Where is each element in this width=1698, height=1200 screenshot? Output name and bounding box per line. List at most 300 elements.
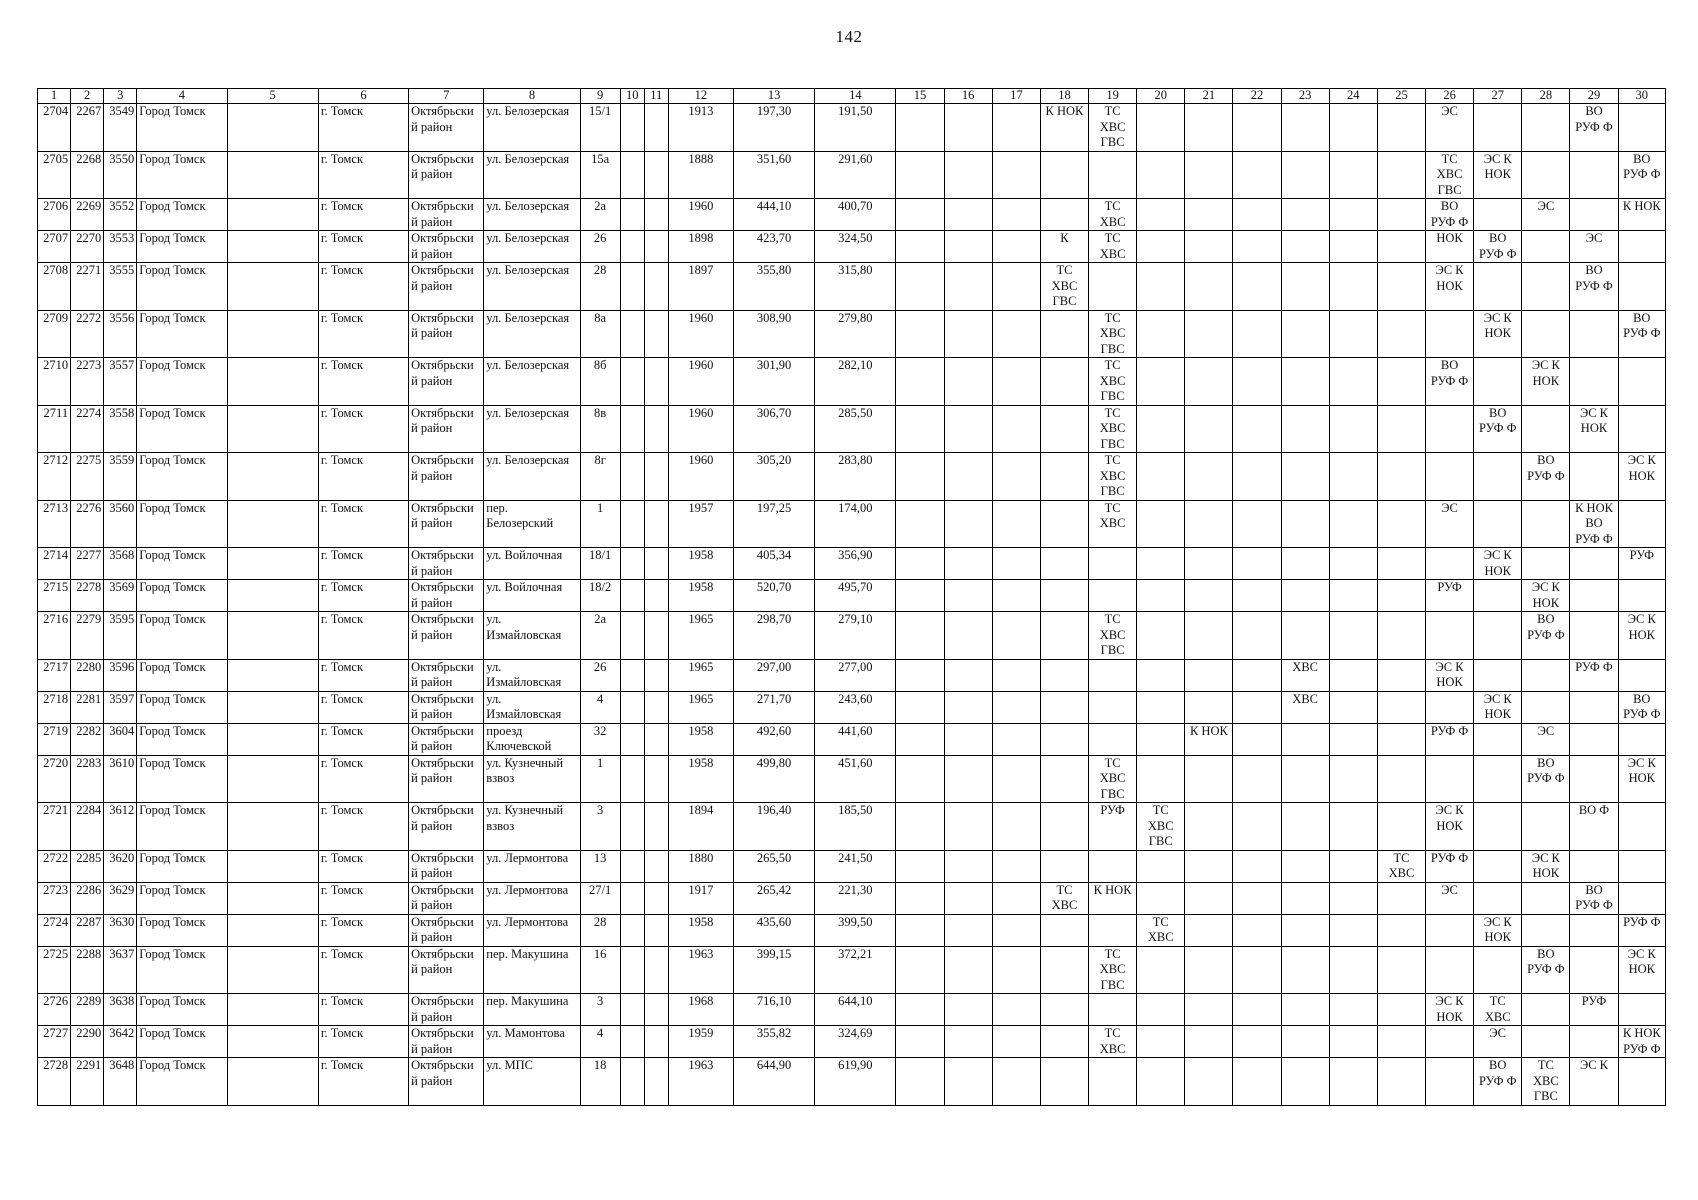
table-cell-col-11: [644, 453, 668, 501]
cell-value: Город Томск: [139, 104, 206, 118]
table-cell-col-6: [318, 882, 408, 914]
cell-value: 1: [597, 500, 604, 515]
table-cell-col-16: [944, 548, 992, 580]
table-cell-col-7: [409, 548, 484, 580]
cell-value: 2718: [43, 691, 69, 706]
table-cell-col-28: [1522, 1058, 1570, 1106]
table-cell-col-20: [1137, 104, 1185, 152]
table-cell-col-3: [104, 1026, 137, 1058]
table-cell-col-4: [137, 199, 227, 231]
table-cell-col-21: [1185, 405, 1233, 453]
cell-value: Город Томск: [139, 659, 206, 674]
cell-value: 2271: [76, 263, 102, 277]
cell-value: 28: [593, 914, 607, 929]
cell-value: г. Томск: [320, 946, 364, 961]
cell-value: 1: [597, 755, 604, 770]
cell-value: ВО РУФ Ф: [1430, 358, 1469, 388]
table-cell-col-2: [71, 803, 104, 851]
table-cell-col-15: [896, 500, 944, 548]
table-cell-col-1: [38, 803, 71, 851]
cell-value: К НОК РУФ Ф: [1622, 1026, 1661, 1056]
table-cell-col-23: [1281, 1058, 1329, 1106]
cell-value: 495,70: [838, 580, 873, 594]
table-cell-col-22: [1233, 659, 1281, 691]
table-cell-col-24: [1329, 310, 1377, 358]
table-cell-col-18: [1040, 580, 1088, 612]
cell-value: 18/1: [589, 548, 612, 562]
table-cell-col-13: [734, 803, 815, 851]
cell-value: ул. Белозерская: [486, 310, 570, 325]
cell-value: 2268: [76, 151, 102, 166]
cell-value: ТС ХВС ГВС: [1099, 453, 1126, 498]
cell-value: РУФ: [1629, 548, 1655, 562]
cell-value: 2273: [76, 358, 102, 372]
table-row: [38, 453, 1666, 501]
table-cell-col-9: [580, 691, 620, 723]
table-cell-col-14: [815, 580, 896, 612]
cell-value: ул. Белозерская: [486, 104, 570, 118]
cell-value: ТС ХВС: [1099, 199, 1126, 229]
cell-value: 2722: [43, 850, 69, 865]
table-cell-col-6: [318, 803, 408, 851]
cell-value: Город Томск: [139, 405, 206, 420]
table-cell-col-26: [1426, 231, 1474, 263]
table-cell-col-8: [484, 405, 580, 453]
table-cell-col-5: [227, 263, 318, 311]
cell-value: ХВС: [1292, 659, 1319, 674]
cell-value: 2721: [43, 803, 69, 817]
table-cell-col-20: [1137, 548, 1185, 580]
table-cell-col-21: [1185, 199, 1233, 231]
table-cell-col-6: [318, 723, 408, 755]
column-header: 7: [409, 89, 484, 104]
table-cell-col-15: [896, 1026, 944, 1058]
cell-value: г. Томск: [320, 500, 364, 515]
column-header: 12: [668, 89, 733, 104]
cell-value: 400,70: [838, 199, 873, 213]
table-cell-col-2: [71, 310, 104, 358]
table-cell-col-23: [1281, 358, 1329, 406]
cell-value: 324,69: [838, 1026, 873, 1040]
table-cell-col-30: [1618, 1058, 1665, 1106]
table-cell-col-30: [1618, 358, 1665, 406]
cell-value: ЭС К НОК: [1483, 691, 1512, 721]
table-cell-col-29: [1570, 548, 1618, 580]
cell-value: 2726: [43, 994, 69, 1008]
table-cell-col-7: [409, 453, 484, 501]
cell-value: г. Томск: [320, 405, 364, 420]
table-cell-col-13: [734, 994, 815, 1026]
table-cell-col-27: [1474, 691, 1522, 723]
table-cell-col-3: [104, 946, 137, 994]
cell-value: 306,70: [756, 405, 792, 420]
table-cell-col-17: [992, 151, 1040, 199]
cell-value: 26: [593, 231, 607, 245]
table-cell-col-29: [1570, 358, 1618, 406]
table-cell-col-21: [1185, 310, 1233, 358]
table-cell-col-11: [644, 994, 668, 1026]
table-cell-col-21: [1185, 946, 1233, 994]
cell-value: РУФ Ф: [1430, 723, 1469, 738]
table-cell-col-30: [1618, 659, 1665, 691]
cell-value: ЭС К НОК: [1435, 994, 1464, 1024]
table-cell-col-29: [1570, 310, 1618, 358]
cell-value: К НОК: [1622, 199, 1661, 213]
table-cell-col-26: [1426, 453, 1474, 501]
table-cell-col-14: [815, 358, 896, 406]
table-cell-col-5: [227, 231, 318, 263]
cell-value: 2716: [43, 612, 69, 626]
cell-value: 520,70: [756, 580, 792, 594]
cell-value: Город Томск: [139, 453, 206, 467]
cell-value: ТС ХВС ГВС: [1099, 755, 1126, 801]
table-cell-col-28: [1522, 803, 1570, 851]
table-cell-col-27: [1474, 946, 1522, 994]
table-cell-col-22: [1233, 405, 1281, 453]
table-cell-col-26: [1426, 358, 1474, 406]
table-cell-col-26: [1426, 263, 1474, 311]
cell-value: ЭС К НОК: [1435, 659, 1464, 689]
cell-value: пер. Макушина: [486, 946, 569, 961]
column-header: 26: [1426, 89, 1474, 104]
cell-value: 3558: [109, 405, 135, 420]
table-cell-col-11: [644, 612, 668, 660]
table-cell-col-3: [104, 358, 137, 406]
table-cell-col-20: [1137, 850, 1185, 882]
table-cell-col-24: [1329, 548, 1377, 580]
cell-value: ул. Белозерская: [486, 199, 570, 213]
cell-value: г. Томск: [320, 850, 364, 865]
column-header: 20: [1137, 89, 1185, 104]
table-cell-col-17: [992, 691, 1040, 723]
column-header: 30: [1618, 89, 1665, 104]
table-cell-col-24: [1329, 755, 1377, 803]
cell-value: г. Томск: [320, 199, 364, 213]
cell-value: 1960: [688, 453, 714, 467]
cell-value: 3555: [109, 263, 135, 277]
cell-value: К НОК: [1093, 882, 1132, 897]
table-cell-col-26: [1426, 548, 1474, 580]
table-row: [38, 755, 1666, 803]
cell-value: г. Томск: [320, 104, 364, 118]
table-cell-col-9: [580, 104, 620, 152]
table-cell-col-25: [1377, 405, 1425, 453]
cell-value: пер. Макушина: [486, 994, 569, 1008]
cell-value: ВО РУФ Ф: [1430, 199, 1469, 229]
table-cell-col-21: [1185, 231, 1233, 263]
table-cell-col-14: [815, 548, 896, 580]
cell-value: 2277: [76, 548, 102, 562]
cell-value: ВО РУФ Ф: [1479, 405, 1517, 435]
cell-value: Октябрьски й район: [411, 882, 474, 912]
column-header: 11: [644, 89, 668, 104]
table-cell-col-5: [227, 453, 318, 501]
table-cell-col-5: [227, 1058, 318, 1106]
table-cell-col-21: [1185, 1026, 1233, 1058]
table-cell-col-12: [668, 231, 733, 263]
table-cell-col-21: [1185, 358, 1233, 406]
table-cell-col-8: [484, 500, 580, 548]
table-cell-col-15: [896, 612, 944, 660]
table-cell-col-2: [71, 104, 104, 152]
table-cell-col-3: [104, 453, 137, 501]
table-cell-col-26: [1426, 151, 1474, 199]
table-cell-col-22: [1233, 994, 1281, 1026]
table-cell-col-23: [1281, 691, 1329, 723]
table-cell-col-13: [734, 263, 815, 311]
table-cell-col-23: [1281, 755, 1329, 803]
table-cell-col-22: [1233, 755, 1281, 803]
table-cell-col-10: [620, 755, 644, 803]
table-cell-col-14: [815, 994, 896, 1026]
table-cell-col-15: [896, 723, 944, 755]
table-cell-col-16: [944, 612, 992, 660]
cell-value: 324,50: [838, 231, 873, 245]
cell-value: 28: [593, 263, 607, 277]
cell-value: Город Томск: [139, 310, 206, 325]
cell-value: 1917: [688, 882, 714, 897]
table-cell-col-6: [318, 199, 408, 231]
table-cell-col-25: [1377, 500, 1425, 548]
table-cell-col-11: [644, 691, 668, 723]
cell-value: Октябрьски й район: [411, 453, 474, 483]
table-cell-col-26: [1426, 691, 1474, 723]
table-cell-col-18: [1040, 994, 1088, 1026]
table-cell-col-25: [1377, 151, 1425, 199]
table-cell-col-19: [1089, 548, 1137, 580]
table-cell-col-1: [38, 755, 71, 803]
cell-value: 2269: [76, 199, 102, 213]
table-cell-col-17: [992, 358, 1040, 406]
table-cell-col-8: [484, 691, 580, 723]
table-cell-col-17: [992, 453, 1040, 501]
table-cell-col-17: [992, 500, 1040, 548]
table-cell-col-24: [1329, 612, 1377, 660]
table-row: [38, 914, 1666, 946]
table-cell-col-5: [227, 659, 318, 691]
cell-value: ул. Белозерская: [486, 151, 570, 166]
table-cell-col-10: [620, 850, 644, 882]
table-cell-col-29: [1570, 946, 1618, 994]
table-cell-col-10: [620, 723, 644, 755]
table-cell-col-10: [620, 358, 644, 406]
table-cell-col-10: [620, 659, 644, 691]
table-cell-col-5: [227, 946, 318, 994]
table-cell-col-24: [1329, 659, 1377, 691]
table-cell-col-9: [580, 850, 620, 882]
table-cell-col-30: [1618, 1026, 1665, 1058]
table-cell-col-27: [1474, 405, 1522, 453]
table-cell-col-25: [1377, 1026, 1425, 1058]
table-cell-col-28: [1522, 548, 1570, 580]
table-cell-col-5: [227, 803, 318, 851]
table-row: [38, 310, 1666, 358]
table-cell-col-26: [1426, 914, 1474, 946]
table-cell-col-2: [71, 850, 104, 882]
table-cell-col-27: [1474, 723, 1522, 755]
cell-value: Город Томск: [139, 151, 206, 166]
table-cell-col-19: [1089, 691, 1137, 723]
cell-value: Город Томск: [139, 358, 206, 372]
table-cell-col-28: [1522, 691, 1570, 723]
table-cell-col-29: [1570, 659, 1618, 691]
cell-value: 716,10: [756, 994, 792, 1008]
table-cell-col-11: [644, 310, 668, 358]
table-cell-col-20: [1137, 1026, 1185, 1058]
table-cell-col-19: [1089, 358, 1137, 406]
table-cell-col-23: [1281, 850, 1329, 882]
table-cell-col-30: [1618, 500, 1665, 548]
table-cell-col-26: [1426, 405, 1474, 453]
table-cell-col-17: [992, 405, 1040, 453]
table-cell-col-11: [644, 882, 668, 914]
table-cell-col-14: [815, 453, 896, 501]
cell-value: ВО РУФ Ф: [1479, 231, 1517, 261]
table-cell-col-13: [734, 723, 815, 755]
table-cell-col-3: [104, 548, 137, 580]
table-row: [38, 659, 1666, 691]
cell-value: г. Томск: [320, 914, 364, 929]
table-cell-col-1: [38, 914, 71, 946]
cell-value: ул. Лермонтова: [486, 914, 569, 929]
table-cell-col-13: [734, 310, 815, 358]
table-cell-col-14: [815, 199, 896, 231]
cell-value: Город Томск: [139, 850, 206, 865]
table-row: [38, 405, 1666, 453]
table-cell-col-19: [1089, 723, 1137, 755]
table-cell-col-27: [1474, 263, 1522, 311]
cell-value: Октябрьски й район: [411, 946, 474, 976]
table-cell-col-7: [409, 612, 484, 660]
table-row: [38, 358, 1666, 406]
table-cell-col-16: [944, 994, 992, 1026]
table-cell-col-12: [668, 994, 733, 1026]
table-cell-col-15: [896, 946, 944, 994]
table-cell-col-13: [734, 946, 815, 994]
table-cell-col-28: [1522, 723, 1570, 755]
table-row: [38, 803, 1666, 851]
table-cell-col-23: [1281, 882, 1329, 914]
cell-value: 15/1: [589, 104, 612, 118]
table-cell-col-27: [1474, 453, 1522, 501]
table-cell-col-17: [992, 882, 1040, 914]
table-cell-col-6: [318, 850, 408, 882]
table-cell-col-4: [137, 882, 227, 914]
column-header: 3: [104, 89, 137, 104]
table-cell-col-30: [1618, 548, 1665, 580]
column-header: 4: [137, 89, 227, 104]
table-cell-col-5: [227, 994, 318, 1026]
table-cell-col-5: [227, 1026, 318, 1058]
table-cell-col-5: [227, 882, 318, 914]
table-cell-col-27: [1474, 199, 1522, 231]
table-cell-col-11: [644, 1026, 668, 1058]
table-cell-col-27: [1474, 882, 1522, 914]
cell-value: 185,50: [838, 803, 873, 817]
table-cell-col-18: [1040, 1026, 1088, 1058]
table-cell-col-22: [1233, 104, 1281, 152]
table-cell-col-13: [734, 882, 815, 914]
table-cell-col-29: [1570, 453, 1618, 501]
table-cell-col-9: [580, 199, 620, 231]
cell-value: ЭС К НОК: [1483, 548, 1512, 578]
table-cell-col-19: [1089, 580, 1137, 612]
table-cell-col-7: [409, 231, 484, 263]
table-row: [38, 199, 1666, 231]
table-cell-col-3: [104, 755, 137, 803]
cell-value: ЭС: [1585, 231, 1603, 245]
table-cell-col-20: [1137, 263, 1185, 311]
table-cell-col-1: [38, 500, 71, 548]
cell-value: ЭС К НОК: [1579, 405, 1609, 435]
column-header: 27: [1474, 89, 1522, 104]
cell-value: 3604: [109, 723, 135, 738]
table-cell-col-10: [620, 453, 644, 501]
table-cell-col-23: [1281, 500, 1329, 548]
table-cell-col-10: [620, 500, 644, 548]
cell-value: 298,70: [756, 612, 792, 626]
cell-value: К НОК ВО РУФ Ф: [1575, 500, 1613, 546]
table-cell-col-12: [668, 691, 733, 723]
table-cell-col-18: [1040, 882, 1088, 914]
table-cell-col-20: [1137, 755, 1185, 803]
table-cell-col-1: [38, 358, 71, 406]
table-cell-col-16: [944, 850, 992, 882]
cell-value: Город Томск: [139, 882, 206, 897]
table-cell-col-22: [1233, 882, 1281, 914]
cell-value: Октябрьски й район: [411, 151, 474, 181]
table-cell-col-24: [1329, 500, 1377, 548]
table-cell-col-23: [1281, 946, 1329, 994]
table-cell-col-17: [992, 723, 1040, 755]
cell-value: Октябрьски й район: [411, 231, 474, 261]
cell-value: 291,60: [838, 151, 873, 166]
cell-value: Октябрьски й район: [411, 263, 474, 293]
cell-value: ул. Измайловская: [486, 691, 562, 721]
table-cell-col-12: [668, 358, 733, 406]
table-cell-col-19: [1089, 231, 1137, 263]
cell-value: 2278: [76, 580, 102, 594]
table-cell-col-14: [815, 755, 896, 803]
table-cell-col-14: [815, 850, 896, 882]
table-cell-col-25: [1377, 691, 1425, 723]
table-cell-col-24: [1329, 231, 1377, 263]
table-cell-col-10: [620, 803, 644, 851]
table-cell-col-8: [484, 882, 580, 914]
table-cell-col-21: [1185, 453, 1233, 501]
table-cell-col-28: [1522, 850, 1570, 882]
cell-value: 308,90: [756, 310, 792, 325]
table-cell-col-30: [1618, 580, 1665, 612]
table-cell-col-30: [1618, 453, 1665, 501]
cell-value: 1913: [688, 104, 714, 118]
table-cell-col-18: [1040, 850, 1088, 882]
table-cell-col-8: [484, 723, 580, 755]
cell-value: ВО РУФ Ф: [1575, 104, 1613, 134]
table-cell-col-18: [1040, 104, 1088, 152]
table-cell-col-14: [815, 946, 896, 994]
cell-value: 3549: [109, 104, 135, 118]
table-cell-col-28: [1522, 946, 1570, 994]
cell-value: Октябрьски й район: [411, 850, 474, 880]
cell-value: ТС ХВС: [1147, 914, 1174, 944]
table-cell-col-7: [409, 405, 484, 453]
table-cell-col-16: [944, 946, 992, 994]
cell-value: Октябрьски й район: [411, 104, 474, 134]
table-cell-col-16: [944, 231, 992, 263]
cell-value: Город Томск: [139, 580, 206, 594]
cell-value: 435,60: [756, 914, 792, 929]
